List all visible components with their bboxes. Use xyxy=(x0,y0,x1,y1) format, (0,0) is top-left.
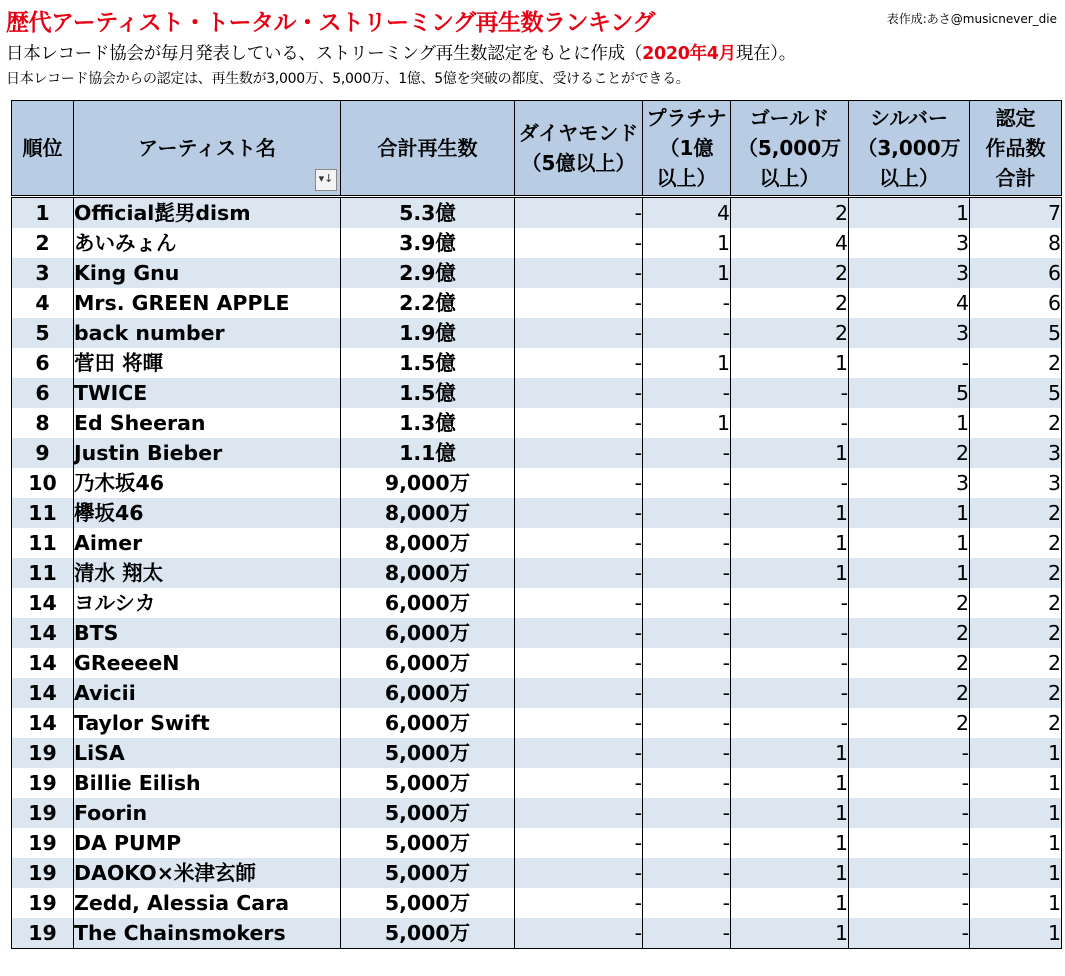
total-streams: 3.9億 xyxy=(341,228,515,258)
total-streams: 1.5億 xyxy=(341,378,515,408)
artist-name: 乃木坂46 xyxy=(74,468,341,498)
table-row xyxy=(12,228,1062,258)
gold-count: - xyxy=(731,648,849,678)
diamond-count: - xyxy=(515,888,643,918)
platinum-count: - xyxy=(643,528,731,558)
diamond-count: - xyxy=(515,348,643,378)
diamond-count: - xyxy=(515,228,643,258)
artist-name: GReeeeN xyxy=(74,648,341,678)
platinum-count: - xyxy=(643,828,731,858)
gold-count: - xyxy=(731,618,849,648)
artist-name: Mrs. GREEN APPLE xyxy=(74,288,341,318)
table-row xyxy=(12,197,1062,229)
rank-cell: 3 xyxy=(12,258,74,288)
artist-name: Ed Sheeran xyxy=(74,408,341,438)
silver-count: - xyxy=(849,858,970,888)
total-streams: 2.9億 xyxy=(341,258,515,288)
silver-count: 1 xyxy=(849,498,970,528)
rank-cell: 2 xyxy=(12,228,74,258)
diamond-count: - xyxy=(515,408,643,438)
rank-cell: 14 xyxy=(12,588,74,618)
header-platinum: プラチナ （1億 以上） xyxy=(643,101,731,197)
diamond-count: - xyxy=(515,318,643,348)
rank-cell: 11 xyxy=(12,558,74,588)
total-streams: 8,000万 xyxy=(341,528,515,558)
author-credit: 表作成:あさ@musicnever_die xyxy=(886,12,1057,26)
artist-name: Zedd, Alessia Cara xyxy=(74,888,341,918)
cert-total: 2 xyxy=(970,558,1062,588)
platinum-count: - xyxy=(643,558,731,588)
gold-count: 1 xyxy=(731,438,849,468)
total-streams: 6,000万 xyxy=(341,618,515,648)
platinum-count: 1 xyxy=(643,258,731,288)
diamond-count: - xyxy=(515,618,643,648)
artist-name: TWICE xyxy=(74,378,341,408)
rank-cell: 9 xyxy=(12,438,74,468)
platinum-count: - xyxy=(643,588,731,618)
silver-count: 3 xyxy=(849,468,970,498)
diamond-count: - xyxy=(515,197,643,229)
silver-count: 2 xyxy=(849,678,970,708)
gold-count: 4 xyxy=(731,228,849,258)
platinum-count: - xyxy=(643,438,731,468)
header-silver: シルバー （3,000万 以上） xyxy=(849,101,970,197)
header-diamond: ダイヤモンド （5億以上） xyxy=(515,101,643,197)
cert-total: 7 xyxy=(970,197,1062,229)
total-streams: 1.9億 xyxy=(341,318,515,348)
silver-count: 1 xyxy=(849,197,970,229)
table-row xyxy=(12,408,1062,438)
rank-cell: 19 xyxy=(12,858,74,888)
total-streams: 6,000万 xyxy=(341,588,515,618)
cert-total: 5 xyxy=(970,318,1062,348)
rank-cell: 8 xyxy=(12,408,74,438)
table-row xyxy=(12,588,1062,618)
rank-cell: 4 xyxy=(12,288,74,318)
total-streams: 1.3億 xyxy=(341,408,515,438)
diamond-count: - xyxy=(515,378,643,408)
cert-total: 2 xyxy=(970,588,1062,618)
rank-cell: 19 xyxy=(12,798,74,828)
table-row xyxy=(12,918,1062,949)
cert-total: 3 xyxy=(970,468,1062,498)
artist-name: Foorin xyxy=(74,798,341,828)
diamond-count: - xyxy=(515,708,643,738)
total-streams: 8,000万 xyxy=(341,558,515,588)
cert-total: 6 xyxy=(970,258,1062,288)
cert-total: 1 xyxy=(970,888,1062,918)
table-row xyxy=(12,828,1062,858)
artist-name: DA PUMP xyxy=(74,828,341,858)
table-row xyxy=(12,348,1062,378)
artist-name: ヨルシカ xyxy=(74,588,341,618)
diamond-count: - xyxy=(515,738,643,768)
total-streams: 5,000万 xyxy=(341,738,515,768)
diamond-count: - xyxy=(515,498,643,528)
cert-total: 1 xyxy=(970,858,1062,888)
silver-count: - xyxy=(849,738,970,768)
table-row xyxy=(12,528,1062,558)
platinum-count: 1 xyxy=(643,408,731,438)
page-title: 歴代アーティスト・トータル・ストリーミング再生数ランキング xyxy=(6,10,655,36)
total-streams: 5,000万 xyxy=(341,888,515,918)
cert-total: 1 xyxy=(970,738,1062,768)
platinum-count: 1 xyxy=(643,228,731,258)
platinum-count: - xyxy=(643,378,731,408)
cert-total: 8 xyxy=(970,228,1062,258)
gold-count: - xyxy=(731,468,849,498)
header-total: 合計再生数 xyxy=(341,101,515,197)
rank-cell: 19 xyxy=(12,768,74,798)
cert-total: 1 xyxy=(970,768,1062,798)
platinum-count: - xyxy=(643,798,731,828)
table-row xyxy=(12,468,1062,498)
gold-count: 1 xyxy=(731,798,849,828)
header-cert-count: 認定 作品数 合計 xyxy=(970,101,1062,197)
cert-total: 2 xyxy=(970,348,1062,378)
gold-count: - xyxy=(731,678,849,708)
table-row xyxy=(12,288,1062,318)
gold-count: - xyxy=(731,408,849,438)
rank-cell: 1 xyxy=(12,197,74,229)
total-streams: 9,000万 xyxy=(341,468,515,498)
ranking-table xyxy=(11,100,1062,949)
total-streams: 5,000万 xyxy=(341,858,515,888)
diamond-count: - xyxy=(515,288,643,318)
total-streams: 1.5億 xyxy=(341,348,515,378)
rank-cell: 19 xyxy=(12,828,74,858)
rank-cell: 19 xyxy=(12,918,74,949)
gold-count: 1 xyxy=(731,918,849,949)
cert-total: 1 xyxy=(970,918,1062,949)
cert-total: 2 xyxy=(970,708,1062,738)
total-streams: 6,000万 xyxy=(341,708,515,738)
artist-name: Official髭男dism xyxy=(74,197,341,229)
diamond-count: - xyxy=(515,258,643,288)
sort-filter-icon[interactable]: ▾↓ xyxy=(315,169,337,191)
rank-cell: 6 xyxy=(12,378,74,408)
silver-count: 1 xyxy=(849,408,970,438)
table-row xyxy=(12,678,1062,708)
table-row xyxy=(12,318,1062,348)
artist-name: あいみょん xyxy=(74,228,341,258)
table-row xyxy=(12,858,1062,888)
artist-name: Aimer xyxy=(74,528,341,558)
total-streams: 5,000万 xyxy=(341,828,515,858)
table-row xyxy=(12,888,1062,918)
silver-count: 1 xyxy=(849,528,970,558)
artist-name: BTS xyxy=(74,618,341,648)
total-streams: 6,000万 xyxy=(341,648,515,678)
silver-count: 4 xyxy=(849,288,970,318)
artist-name: Billie Eilish xyxy=(74,768,341,798)
silver-count: 2 xyxy=(849,708,970,738)
gold-count: 2 xyxy=(731,258,849,288)
cert-total: 2 xyxy=(970,648,1062,678)
total-streams: 8,000万 xyxy=(341,498,515,528)
rank-cell: 14 xyxy=(12,618,74,648)
gold-count: - xyxy=(731,708,849,738)
gold-count: 1 xyxy=(731,528,849,558)
cert-total: 2 xyxy=(970,498,1062,528)
table-row xyxy=(12,558,1062,588)
rank-cell: 19 xyxy=(12,888,74,918)
platinum-count: - xyxy=(643,498,731,528)
artist-name: 菅田 将暉 xyxy=(74,348,341,378)
artist-name: 欅坂46 xyxy=(74,498,341,528)
diamond-count: - xyxy=(515,918,643,949)
platinum-count: - xyxy=(643,738,731,768)
cert-total: 1 xyxy=(970,798,1062,828)
silver-count: 3 xyxy=(849,318,970,348)
artist-name: Justin Bieber xyxy=(74,438,341,468)
rank-cell: 10 xyxy=(12,468,74,498)
silver-count: 3 xyxy=(849,228,970,258)
total-streams: 5.3億 xyxy=(341,197,515,229)
artist-name: Avicii xyxy=(74,678,341,708)
artist-name: back number xyxy=(74,318,341,348)
platinum-count: - xyxy=(643,918,731,949)
gold-count: 1 xyxy=(731,738,849,768)
header-rank: 順位 xyxy=(12,101,74,197)
silver-count: 2 xyxy=(849,618,970,648)
platinum-count: - xyxy=(643,318,731,348)
cert-total: 6 xyxy=(970,288,1062,318)
diamond-count: - xyxy=(515,648,643,678)
table-row xyxy=(12,438,1062,468)
cert-total: 3 xyxy=(970,438,1062,468)
silver-count: 5 xyxy=(849,378,970,408)
header-gold: ゴールド （5,000万 以上） xyxy=(731,101,849,197)
platinum-count: - xyxy=(643,858,731,888)
total-streams: 1.1億 xyxy=(341,438,515,468)
table-row xyxy=(12,258,1062,288)
silver-count: - xyxy=(849,768,970,798)
gold-count: 2 xyxy=(731,288,849,318)
platinum-count: - xyxy=(643,468,731,498)
rank-cell: 19 xyxy=(12,738,74,768)
rank-cell: 14 xyxy=(12,648,74,678)
gold-count: 1 xyxy=(731,348,849,378)
artist-name: 清水 翔太 xyxy=(74,558,341,588)
gold-count: - xyxy=(731,378,849,408)
platinum-count: - xyxy=(643,678,731,708)
header-row xyxy=(12,101,1062,197)
diamond-count: - xyxy=(515,678,643,708)
diamond-count: - xyxy=(515,768,643,798)
cert-total: 1 xyxy=(970,828,1062,858)
subtitle-suffix: 現在）。 xyxy=(735,44,796,64)
platinum-count: 4 xyxy=(643,197,731,229)
diamond-count: - xyxy=(515,828,643,858)
subtitle-prefix: 日本レコード協会が毎月発表している、ストリーミング再生数認定をもとに作成（ xyxy=(6,44,643,64)
header-artist: アーティスト名 ▾↓ xyxy=(74,101,341,197)
artist-name: King Gnu xyxy=(74,258,341,288)
total-streams: 2.2億 xyxy=(341,288,515,318)
artist-name: DAOKO×米津玄師 xyxy=(74,858,341,888)
rank-cell: 5 xyxy=(12,318,74,348)
silver-count: - xyxy=(849,798,970,828)
cert-total: 2 xyxy=(970,618,1062,648)
subtitle xyxy=(6,40,796,65)
total-streams: 5,000万 xyxy=(341,918,515,949)
cert-total: 2 xyxy=(970,678,1062,708)
subtitle-date: 2020年4月 xyxy=(642,44,736,64)
silver-count: - xyxy=(849,348,970,378)
artist-name: LiSA xyxy=(74,738,341,768)
platinum-count: - xyxy=(643,888,731,918)
gold-count: 1 xyxy=(731,888,849,918)
diamond-count: - xyxy=(515,798,643,828)
gold-count: 1 xyxy=(731,828,849,858)
platinum-count: - xyxy=(643,288,731,318)
gold-count: 2 xyxy=(731,318,849,348)
platinum-count: - xyxy=(643,618,731,648)
gold-count: 1 xyxy=(731,768,849,798)
rank-cell: 14 xyxy=(12,708,74,738)
diamond-count: - xyxy=(515,468,643,498)
silver-count: - xyxy=(849,918,970,949)
gold-count: 1 xyxy=(731,858,849,888)
platinum-count: 1 xyxy=(643,348,731,378)
table-row xyxy=(12,798,1062,828)
total-streams: 5,000万 xyxy=(341,768,515,798)
gold-count: 1 xyxy=(731,498,849,528)
table-row xyxy=(12,738,1062,768)
artist-name: The Chainsmokers xyxy=(74,918,341,949)
certification-note: 日本レコード協会からの認定は、再生数が3,000万、5,000万、1億、5億を突破の都度、受けることができる。 xyxy=(6,71,690,87)
table-row xyxy=(12,768,1062,798)
cert-total: 5 xyxy=(970,378,1062,408)
silver-count: 3 xyxy=(849,258,970,288)
table-row xyxy=(12,378,1062,408)
diamond-count: - xyxy=(515,858,643,888)
diamond-count: - xyxy=(515,528,643,558)
total-streams: 5,000万 xyxy=(341,798,515,828)
rank-cell: 11 xyxy=(12,498,74,528)
platinum-count: - xyxy=(643,768,731,798)
gold-count: - xyxy=(731,588,849,618)
table-row xyxy=(12,618,1062,648)
silver-count: - xyxy=(849,888,970,918)
rank-cell: 11 xyxy=(12,528,74,558)
ranking-rows xyxy=(12,197,1062,949)
diamond-count: - xyxy=(515,558,643,588)
table-row xyxy=(12,708,1062,738)
rank-cell: 6 xyxy=(12,348,74,378)
platinum-count: - xyxy=(643,708,731,738)
silver-count: 2 xyxy=(849,648,970,678)
silver-count: 2 xyxy=(849,438,970,468)
total-streams: 6,000万 xyxy=(341,678,515,708)
gold-count: 2 xyxy=(731,197,849,229)
cert-total: 2 xyxy=(970,528,1062,558)
artist-name: Taylor Swift xyxy=(74,708,341,738)
table-row xyxy=(12,498,1062,528)
diamond-count: - xyxy=(515,588,643,618)
silver-count: 2 xyxy=(849,588,970,618)
cert-total: 2 xyxy=(970,408,1062,438)
platinum-count: - xyxy=(643,648,731,678)
silver-count: 1 xyxy=(849,558,970,588)
gold-count: 1 xyxy=(731,558,849,588)
diamond-count: - xyxy=(515,438,643,468)
table-row xyxy=(12,648,1062,678)
silver-count: - xyxy=(849,828,970,858)
rank-cell: 14 xyxy=(12,678,74,708)
